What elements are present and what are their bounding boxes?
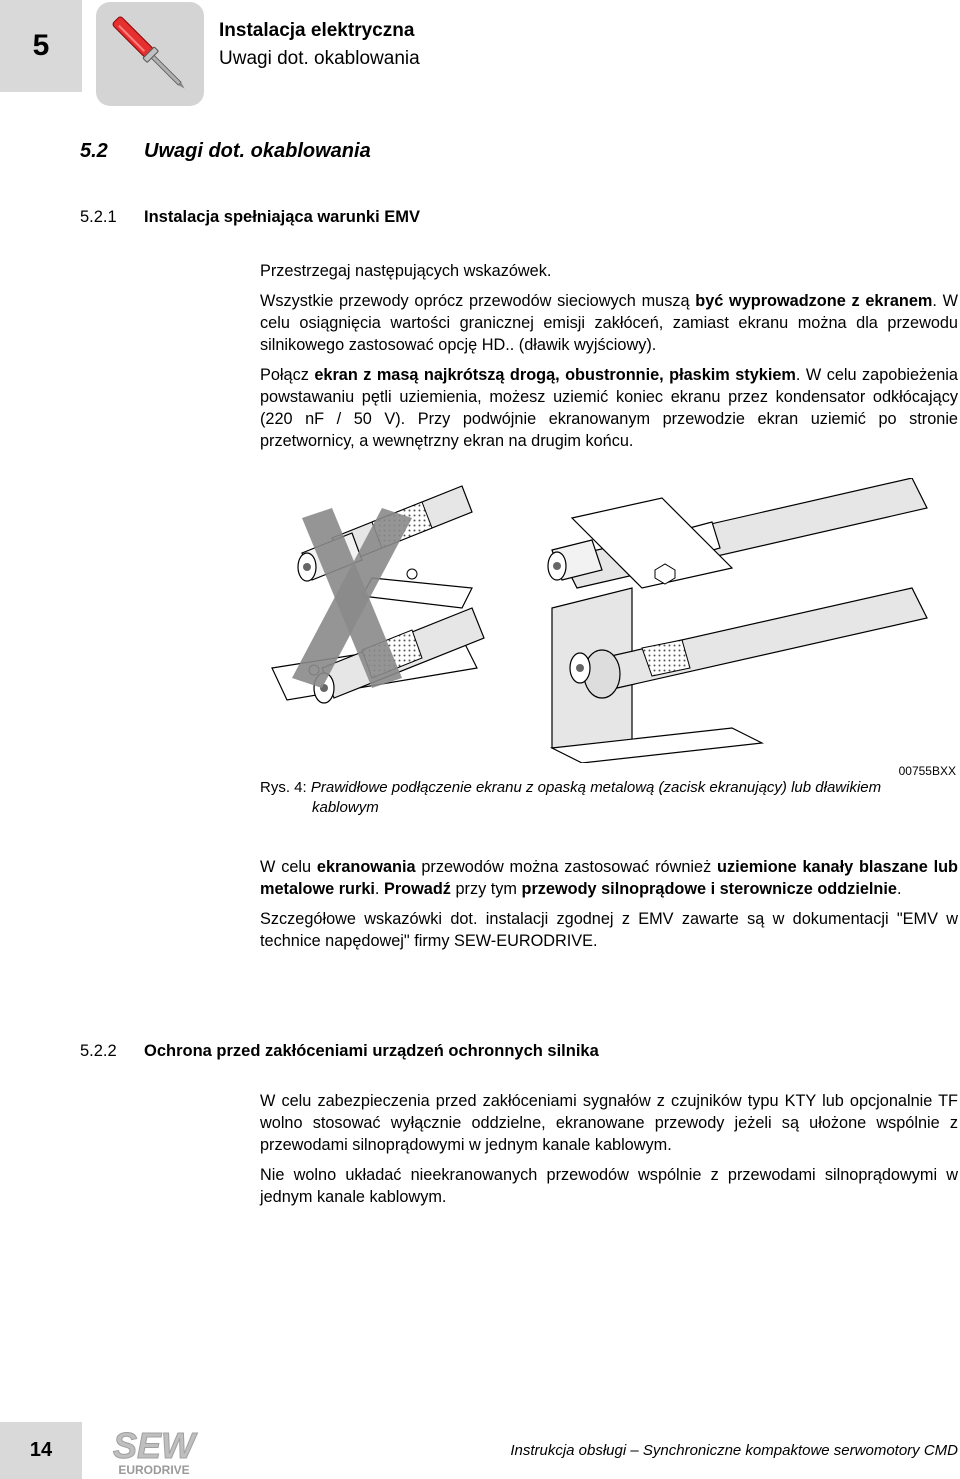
- emphasis: ekran z masą najkrótszą drogą, obustronnie, płaskim stykiem: [314, 366, 796, 384]
- section-heading: [80, 140, 371, 163]
- paragraph-text: .: [374, 880, 384, 898]
- subsection-number: 5.2.2: [80, 1042, 117, 1060]
- emphasis: uziemione kanały blaszane lub metalowe rurki: [260, 858, 958, 898]
- paragraph-text: Przestrzegaj następujących wskazówek.: [260, 262, 552, 280]
- subsection-title: Instalacja spełniająca warunki EMV: [144, 208, 421, 226]
- paragraph: [260, 364, 958, 452]
- subsection2-body: [260, 1090, 958, 1216]
- paragraph-text: Wszystkie przewody oprócz przewodów sieciowych muszą: [260, 292, 696, 310]
- sew-eurodrive-logo: [100, 1424, 208, 1476]
- clamp-connection-drawing: [548, 478, 927, 588]
- cable-gland-connection-drawing: [552, 588, 927, 763]
- screwdriver-icon: [96, 2, 204, 106]
- header-subtitle: Uwagi dot. okablowania: [219, 48, 420, 69]
- paragraph: [260, 1164, 958, 1208]
- incorrect-connection-drawing: [272, 486, 484, 703]
- paragraph: [260, 908, 958, 952]
- figure-label: Rys. 4:: [260, 779, 307, 796]
- figure-code: 00755BXX: [898, 764, 956, 778]
- subsection-title: Ochrona przed zakłóceniami urządzeń ochronnych silnika: [144, 1042, 599, 1060]
- emphasis: ekranowania: [316, 858, 416, 876]
- logo-bottom-text: EURODRIVE: [118, 1463, 190, 1476]
- paragraph-text: . W celu osiągnięcia wartości granicznej emisji zakłóceń, zamiast ekranu można dla przewodu silnikowego zastosować opcję HD.. (dławik wyjściowy).: [260, 292, 958, 354]
- page-number: 14: [0, 1422, 82, 1479]
- emphasis: przewody silnoprądowe i sterownicze oddzielnie: [521, 880, 897, 898]
- paragraph-text: Połącz: [260, 366, 315, 384]
- chapter-number: 5: [0, 0, 82, 92]
- subsection1-body: [260, 260, 958, 460]
- emphasis: być wyprowadzone z ekranem: [695, 292, 933, 310]
- paragraph-text: .: [896, 880, 902, 898]
- paragraph-text: Nie wolno układać nieekranowanych przewodów wspólnie z przewodami silnoprądowymi w jednym kanale kablowym.: [260, 1166, 958, 1206]
- figure-caption-continuation: kablowym: [312, 799, 379, 816]
- paragraph-text: W celu zabezpieczenia przed zakłóceniami sygnałów z czujników typu KTY lub opcjonalnie TF wolno stosować wyłącznie oddzielne, ekranowane przewody jeżeli są ułożone wspólnie z przewodami silnoprądowymi w jednym kanale kablowym.: [260, 1092, 958, 1154]
- paragraph-text: Szczegółowe wskazówki dot. instalacji zgodnej z EMV zawarte są w dokumentacji "EMV w technice napędowej" firmy SEW-EURODRIVE.: [260, 910, 958, 950]
- logo-top-text: SEW: [112, 1425, 196, 1466]
- header-title: Instalacja elektryczna: [219, 20, 415, 41]
- paragraph: [260, 1090, 958, 1156]
- subsection1b-body: [260, 856, 958, 960]
- document-title: Instrukcja obsługi – Synchroniczne kompaktowe serwomotory CMD: [510, 1442, 958, 1459]
- paragraph-text: przy tym: [450, 880, 522, 898]
- emphasis: Prowadź: [383, 880, 451, 898]
- subsection-heading-2: [80, 1042, 599, 1061]
- paragraph-text: . W celu zapobieżenia powstawaniu pętli uziemienia, możesz uziemić koniec ekranu przez kondensator odkłócający (220 nF / 50 V). Przy podwójnie ekranowanym przewodzie ekran uziemić po stronie przetwornicy, a wewnętrzny ekran na drugim końcu.: [260, 366, 958, 450]
- section-title: Uwagi dot. okablowania: [144, 140, 371, 162]
- paragraph-text: W celu: [260, 858, 317, 876]
- subsection-number: 5.2.1: [80, 208, 117, 226]
- paragraph: [260, 290, 958, 356]
- figure-caption-text: Prawidłowe podłączenie ekranu z opaską metalową (zacisk ekranujący) lub dławikiem: [310, 779, 882, 796]
- shield-connection-figure: [262, 478, 958, 763]
- paragraph: [260, 856, 958, 900]
- section-number: 5.2: [80, 140, 108, 162]
- paragraph-text: przewodów można zastosować również: [415, 858, 718, 876]
- subsection-heading-1: [80, 208, 420, 227]
- figure-caption: [260, 778, 960, 818]
- paragraph: [260, 260, 958, 282]
